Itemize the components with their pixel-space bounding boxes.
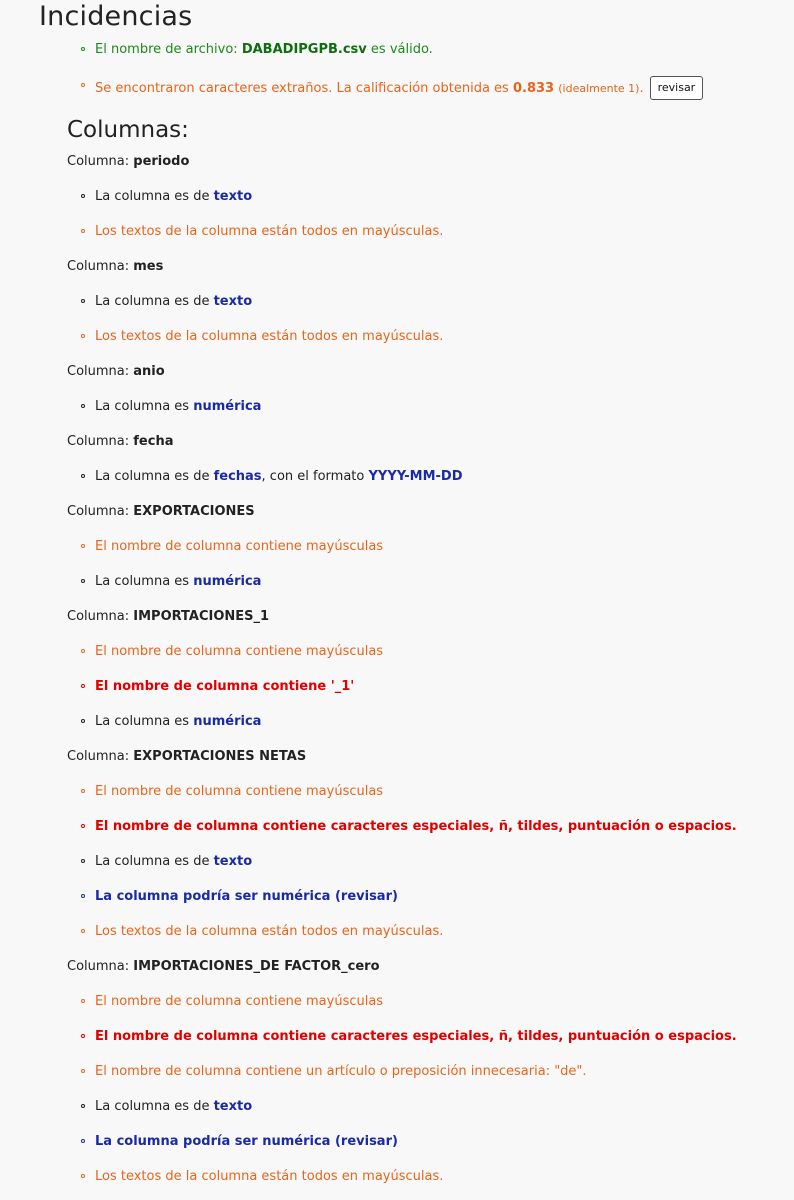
column-label: Columna: [67, 504, 134, 519]
file-name: DABADIPGPB.csv [241, 42, 367, 57]
column-issue-item: Los textos de la columna están todos en mayúsculas. [81, 922, 443, 942]
column-type: numérica [193, 714, 262, 729]
column-issue-item: La columna es de texto [81, 852, 252, 872]
column-issue-item: El nombre de columna contiene caracteres especiales, ñ, tildes, puntuación o espacios. [81, 1027, 737, 1047]
columns-heading: Columnas: [67, 117, 189, 143]
column-heading [67, 432, 173, 452]
column-name: fecha [133, 434, 174, 449]
quality-score: 0.833 [512, 80, 555, 96]
column-label: Columna: [67, 154, 134, 169]
column-issue-item: La columna es de texto [81, 187, 252, 207]
column-label: Columna: [67, 749, 134, 764]
column-heading [67, 257, 163, 277]
column-issue-item: La columna es numérica [81, 572, 261, 592]
column-name: anio [133, 364, 165, 379]
column-name: IMPORTACIONES_1 [133, 609, 270, 624]
column-issue-item: Los textos de la columna están todos en mayúsculas. [81, 222, 443, 242]
column-issue-item: El nombre de columna contiene mayúsculas [81, 782, 383, 802]
column-heading [67, 747, 306, 767]
column-issue-item: El nombre de columna contiene mayúsculas [81, 992, 383, 1012]
column-label: Columna: [67, 959, 134, 974]
column-type: texto [213, 1099, 253, 1114]
quality-status: Se encontraron caracteres extraños. La calificación obtenida es 0.833 (idealmente 1). revisar [81, 76, 703, 100]
column-issue-item: El nombre de columna contiene un artículo o preposición innecesaria: "de". [81, 1062, 587, 1082]
column-label: Columna: [67, 364, 134, 379]
column-issue-item: La columna podría ser numérica (revisar) [81, 1132, 398, 1152]
date-format: YYYY-MM-DD [368, 469, 463, 484]
column-type: numérica [193, 399, 262, 414]
column-issue-item: La columna podría ser numérica (revisar) [81, 887, 398, 907]
column-type: texto [213, 189, 253, 204]
column-heading [67, 502, 255, 522]
column-issue-item: El nombre de columna contiene caracteres especiales, ñ, tildes, puntuación o espacios. [81, 817, 737, 837]
column-issue-item: La columna es de texto [81, 292, 252, 312]
column-issue-item: La columna es de texto [81, 1097, 252, 1117]
column-heading [67, 152, 189, 172]
review-button[interactable]: revisar [650, 76, 704, 100]
page-title: Incidencias [39, 1, 193, 32]
column-name: EXPORTACIONES [133, 504, 255, 519]
column-name: periodo [133, 154, 190, 169]
column-type: texto [213, 854, 253, 869]
column-type: texto [213, 294, 253, 309]
column-issue-item: El nombre de columna contiene mayúsculas [81, 537, 383, 557]
column-issue-item: El nombre de columna contiene mayúsculas [81, 642, 383, 662]
column-issue-item: La columna es numérica [81, 712, 261, 732]
column-label: Columna: [67, 259, 134, 274]
column-name: mes [133, 259, 164, 274]
column-heading [67, 362, 165, 382]
column-label: Columna: [67, 434, 134, 449]
column-issue-item: La columna es de fechas, con el formato YYYY-MM-DD [81, 467, 463, 487]
column-heading [67, 607, 269, 627]
column-name: EXPORTACIONES NETAS [133, 749, 307, 764]
column-heading [67, 957, 380, 977]
column-label: Columna: [67, 609, 134, 624]
file-name-status: El nombre de archivo: DABADIPGPB.csv es válido. [81, 40, 433, 60]
column-type: fechas [213, 469, 262, 484]
column-issue-item: Los textos de la columna están todos en mayúsculas. [81, 1167, 443, 1187]
column-issue-item: El nombre de columna contiene '_1' [81, 677, 354, 697]
column-type: numérica [193, 574, 262, 589]
column-issue-item: La columna es numérica [81, 397, 261, 417]
column-issue-item: Los textos de la columna están todos en mayúsculas. [81, 327, 443, 347]
column-name: IMPORTACIONES_DE FACTOR_cero [133, 959, 380, 974]
